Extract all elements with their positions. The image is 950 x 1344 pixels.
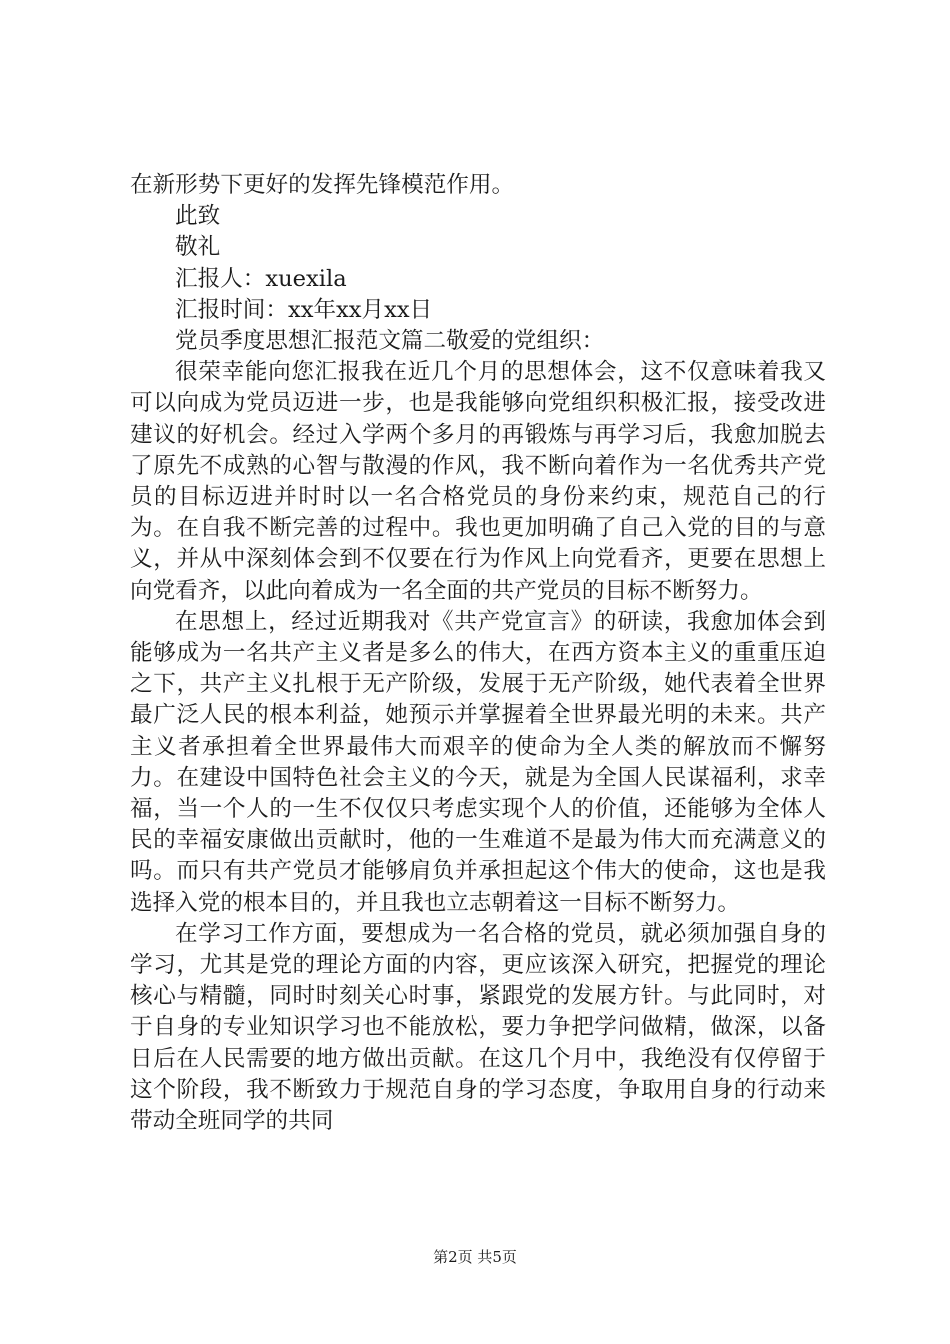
section-heading-line: 党员季度思想汇报范文篇二敬爱的党组织：: [175, 327, 605, 354]
reporter-line: 汇报人：xuexila: [175, 265, 347, 292]
paragraph-2: 在思想上，经过近期我对《共产党宣言》的研读，我愈加体会到能够成为一名共产主义者是多么的伟大，在西方资本主义的重重压迫之下，共产主义扎根于无产阶级，发展于无产阶级，她代表着全世界最广泛人民的根本利益，她预示并掌握着全世界最光明的未来。共产主义者承担着全世界最伟大而艰辛的使命为全人类的解放而不懈努力。在建设中国特色社会主义的今天，就是为全国人民谋福利，求幸福，当一个人的一生不仅仅只考虑实现个人的价值，还能够为全体人民的幸福安康做出贡献时，他的一生难道不是最为伟大而充满意义的吗。而只有共产党员才能够肩负并承担起这个伟大的使命，这也是我选择入党的根本目的，并且我也立志朝着这一目标不断努力。: [130, 608, 826, 916]
document-body: [130, 170, 826, 1137]
text-line-1: 在新形势下更好的发挥先锋模范作用。: [130, 172, 515, 198]
page-footer: 第2页 共5页: [433, 1248, 517, 1266]
body-paragraphs: [130, 357, 826, 1137]
report-date-line: 汇报时间：xx年xx月xx日: [175, 296, 433, 323]
paragraph-3: 在学习工作方面，要想成为一名合格的党员，就必须加强自身的学习，尤其是党的理论方面的内容，更应该深入研究，把握党的理论核心与精髓，同时时刻关心时事，紧跟党的发展方针。与此同时，对于自身的专业知识学习也不能放松，要力争把学问做精，做深，以备日后在人民需要的地方做出贡献。在这几个月中，我绝没有仅停留于这个阶段，我不断致力于规范自身的学习态度，争取用自身的行动来带动全班同学的共同: [130, 920, 826, 1134]
salutation-line: 此致: [175, 203, 221, 230]
closing-line: 敬礼: [175, 234, 221, 261]
paragraph-1: 很荣幸能向您汇报我在近几个月的思想体会，这不仅意味着我又可以向成为党员迈进一步，也是我能够向党组织积极汇报，接受改进建议的好机会。经过入学两个多月的再锻炼与再学习后，我愈加脱去了原先不成熟的心智与散漫的作风，我不断向着作为一名优秀共产党员的目标迈进并时时以一名合格党员的身份来约束，规范自己的行为。在自我不断完善的过程中。我也更加明确了自己入党的目的与意义，并从中深刻体会到不仅要在行为作风上向党看齐，更要在思想上向党看齐，以此向着成为一名全面的共产党员的目标不断努力。: [130, 359, 826, 604]
